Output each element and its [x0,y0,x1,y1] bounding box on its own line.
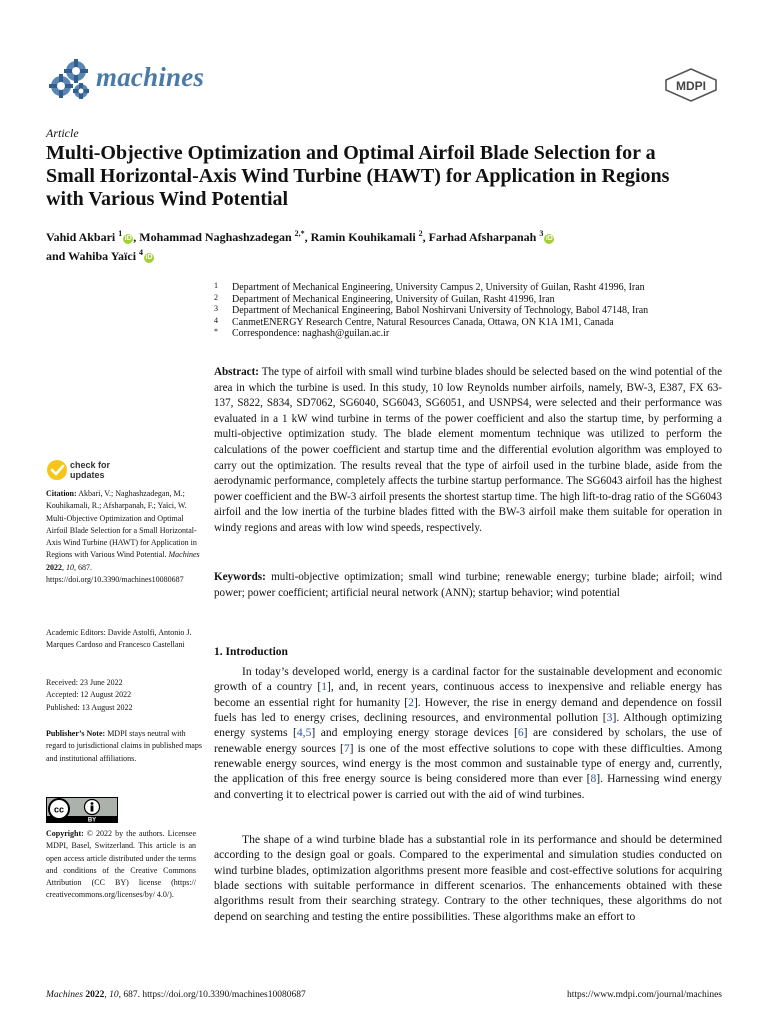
cc-by-license-badge[interactable] [46,797,118,823]
affiliation-mark: 2 [214,292,218,302]
affiliation-text: Department of Mechanical Engineering, Babol Noshirvani University of Technology, Babol 47148, Iran [232,305,649,317]
citation-link[interactable]: 3 [606,711,613,725]
mdpi-logo-text: MDPI [676,79,706,93]
check-updates-line1: check for [70,460,111,470]
article-type: Article [46,126,79,140]
footer-year: 2022 [85,990,105,1000]
citation-link[interactable]: 6 [517,726,524,740]
affiliation-text[interactable]: Correspondence: naghash@guilan.ac.ir [232,328,390,340]
citation-link[interactable]: 7 [343,741,350,755]
received-date: Received: 23 June 2022 [46,678,123,687]
footer-volume: 10 [109,990,119,1000]
orcid-icon[interactable]: iD [124,235,132,242]
author-affiliation-mark: 1 [118,229,123,238]
journal-name[interactable]: machines [96,62,205,92]
article-title: Multi-Objective Optimization and Optimal Airfoil Blade Selection for a Small Horizontal-Axis Wind Turbine (HAWT) for Application in Regions with Various Wind Potential [46,142,670,210]
published-date: Published: 13 August 2022 [46,702,133,712]
author-affiliation-mark: 4 [139,248,144,257]
check-for-updates-badge[interactable] [46,459,166,485]
abstract-label: Abstract: [214,366,259,378]
author-name[interactable]: Vahid Akbari [46,230,116,244]
article-dates [46,677,204,714]
footer-journal-url[interactable]: https://www.mdpi.com/journal/machines [566,990,722,1000]
introduction-paragraph-1: In today’s developed world, energy is a cardinal factor for the sustainable development and economic growth of a country [1], and, in recent years, continuous access to inexpensive and reliable energy has become an essential right for humanity [2]. However, the rise in energy demand and dependence on fossil fuels has led to energy crises, declining resources, and environmental pollution [3]. Although optimizing energy systems [4,5] and employing energy storage devices [6] are considered by scholars, the use of renewable energy sources [7] is one of the most effective solutions to cope with these difficulties. Among renewable energy sources, wind energy is the most common and sustainable type of energy and, currently, the application of this free energy source is being considered more than ever [8]. Harnessing wind energy and converting it to electrical power is carried out with the aid of wind turbines. [214,665,723,801]
citation-doi[interactable]: , 687. https://doi.org/10.3390/machines10080687 [46,562,184,585]
mdpi-logo[interactable] [664,68,718,102]
author-list: Vahid Akbari $^1$iD , Mohammad Naghashzadegan $^{2,*}$, Ramin Kouhikamali $^2$, Farhad Afsharpanah $^3$iD and Wahiba Yaïci $^4$iD [46,229,553,263]
affiliation-mark: 1 [214,281,218,290]
footer-journal: Machines [46,990,83,1000]
affiliation-text: CanmetENERGY Research Centre, Natural Resources Canada, Ottawa, ON K1A 1M1, Canada [232,316,614,328]
citation-label: Citation: [46,489,77,498]
check-updates-icon [46,459,68,481]
copyright-label: Copyright: [46,829,84,838]
introduction-paragraph-2: The shape of a wind turbine blade has a substantial role in its performance and should be determined according to the design goal or goals. Compared to the experimental and simulation studies conducted on wind turbine blades, optimization algorithms present more feasible and cost-effective solutions for acquiring blade sections with suitable performance in different scenarios. The enhancements obtained with these algorithms result from their searching strategy. Contrary to the other techniques, these algorithms do not depend on searching and testing the entire possibilities. These algorithms make an effort to [214,833,722,923]
affiliation-text: Department of Mechanical Engineering, University of Guilan, Rasht 41996, Iran [232,293,555,305]
citation: Citation: Akbari, V.; Naghashzadegan, M.; Kouhikamali, R.; Afsharpanah, F.; Yaïci, W. Multi-Objective Optimization and Optimal Airfoil Blade Selection for a Small Horizontal-Axis Wind Turbine (HAWT) for Application in Regions with Various Wind Potential. Machines 2022, 10, 687. https://doi.org/10.3390/machines10080687 [46,489,200,585]
citation-text: Akbari, V.; Naghashzadegan, M.; Kouhikamali, R.; Afsharpanah, F.; Yaïci, W. Multi-Objective Optimization and Optimal Airfoil Blade Selection for a Small Horizontal-Axis Wind Turbine (HAWT) for Application in Regions with Various Wind Potential. [46,489,197,560]
author-name[interactable]: Farhad Afsharpanah [428,230,537,244]
academic-editors: Academic Editors: Davide Astolfi, Antonio J. Marques Cardoso and Francesco Castellani [46,628,192,650]
affiliation-mark: 4 [214,315,218,325]
keywords-text: multi-objective optimization; small wind turbine; renewable energy; turbine blade; airfoil; wind power; power coefficient; artificial neural network (ANN); startup behavior; wind potential [214,571,722,599]
accepted-date: Accepted: 12 August 2022 [46,690,132,700]
publisher-note [46,728,204,765]
affiliations [214,282,734,340]
affiliation-mark: * [214,327,218,337]
check-updates-line2: updates [70,469,105,480]
keywords [214,570,722,601]
footer-citation: Machines 2022, 10, 687. https://doi.org/10.3390/machines10080687 [46,990,306,1000]
citation-link[interactable]: 1 [321,680,327,694]
citation-link[interactable]: 8 [590,772,597,786]
citation-link[interactable]: 2 [408,695,414,709]
citation-link[interactable]: 4,5 [296,726,312,740]
citation-year: 2022 [46,562,62,572]
affiliation-item [214,305,734,317]
copyright-text: © 2022 by the authors. Licensee MDPI, Basel, Switzerland. This article is an open access article distributed under the terms and conditions of the Creative Commons Attribution (CC BY) license (https:// creativecommons.org/licenses/by/ 4.0/). [46,829,197,900]
affiliation-mark: 3 [214,304,218,314]
author-affiliation-mark: 2,* [294,229,305,238]
cc-by-text: BY [87,817,97,823]
citation-journal: Machines [168,550,200,560]
publisher-note-label: Publisher’s Note: [46,729,106,738]
affiliation-text: Department of Mechanical Engineering, University Campus 2, University of Guilan, Rasht 41996, Iran [232,282,645,293]
affiliation-item [214,282,734,294]
abstract-text: The type of airfoil with small wind turbine blades should be selected based on the wind potential of the area in which the turbine is used. In this study, 10 low Reynolds number airfoils, namely, BW-3, E387, FX 63-137, S822, S834, SD7062, SG6040, SG6043, SG6051, and USNPS4, were selected and their performance was evaluated in a 1 kW wind turbine in terms of the power coefficient and also the startup time, by performing a multi-objective optimization study. The blade element momentum technique was utilized to perform the calculations of the power coefficient and startup time and the differential evolution algorithm was employed to carry out the optimization. The results reveal that the type of airfoil used in the turbine blade, aside from the aerodynamic performance, completely affects the turbine startup performance. The SG6043 airfoil has the highest power coefficient and the BW-3 airfoil presents the shortest startup time. The high lift-to-drag ratio of the SG6043 airfoil and the low inertia of the turbine blades fitted with the BW-3 airfoil make them suitable for operation in windy regions and areas with low wind speeds, respectively. [214,366,723,534]
author-affiliation-mark: 3 [539,229,544,238]
orcid-icon[interactable]: iD [145,254,153,261]
copyright-notice [46,828,196,902]
affiliation-item [214,328,734,340]
keywords-label: Keywords: [214,571,266,583]
section-heading: 1. Introduction [214,646,288,658]
orcid-icon[interactable]: iD [545,235,553,242]
footer-doi[interactable]: , 687. https://doi.org/10.3390/machines10080687 [118,990,306,1000]
svg-text:cc: cc [53,804,65,815]
citation-volume: 10 [66,562,74,572]
author-name[interactable]: and Wahiba Yaïci [46,249,137,263]
author-name[interactable]: Ramin Kouhikamali [310,230,416,244]
affiliation-item [214,317,734,329]
affiliation-item [214,294,734,306]
machines-gears-logo [46,58,92,102]
abstract [214,365,722,537]
publisher-note-text: MDPI stays neutral with regard to jurisdictional claims in published maps and institutional affiliations. [46,729,202,763]
author-affiliation-mark: 2 [418,229,423,238]
author-name[interactable]: Mohammad Naghashzadegan [139,230,292,244]
